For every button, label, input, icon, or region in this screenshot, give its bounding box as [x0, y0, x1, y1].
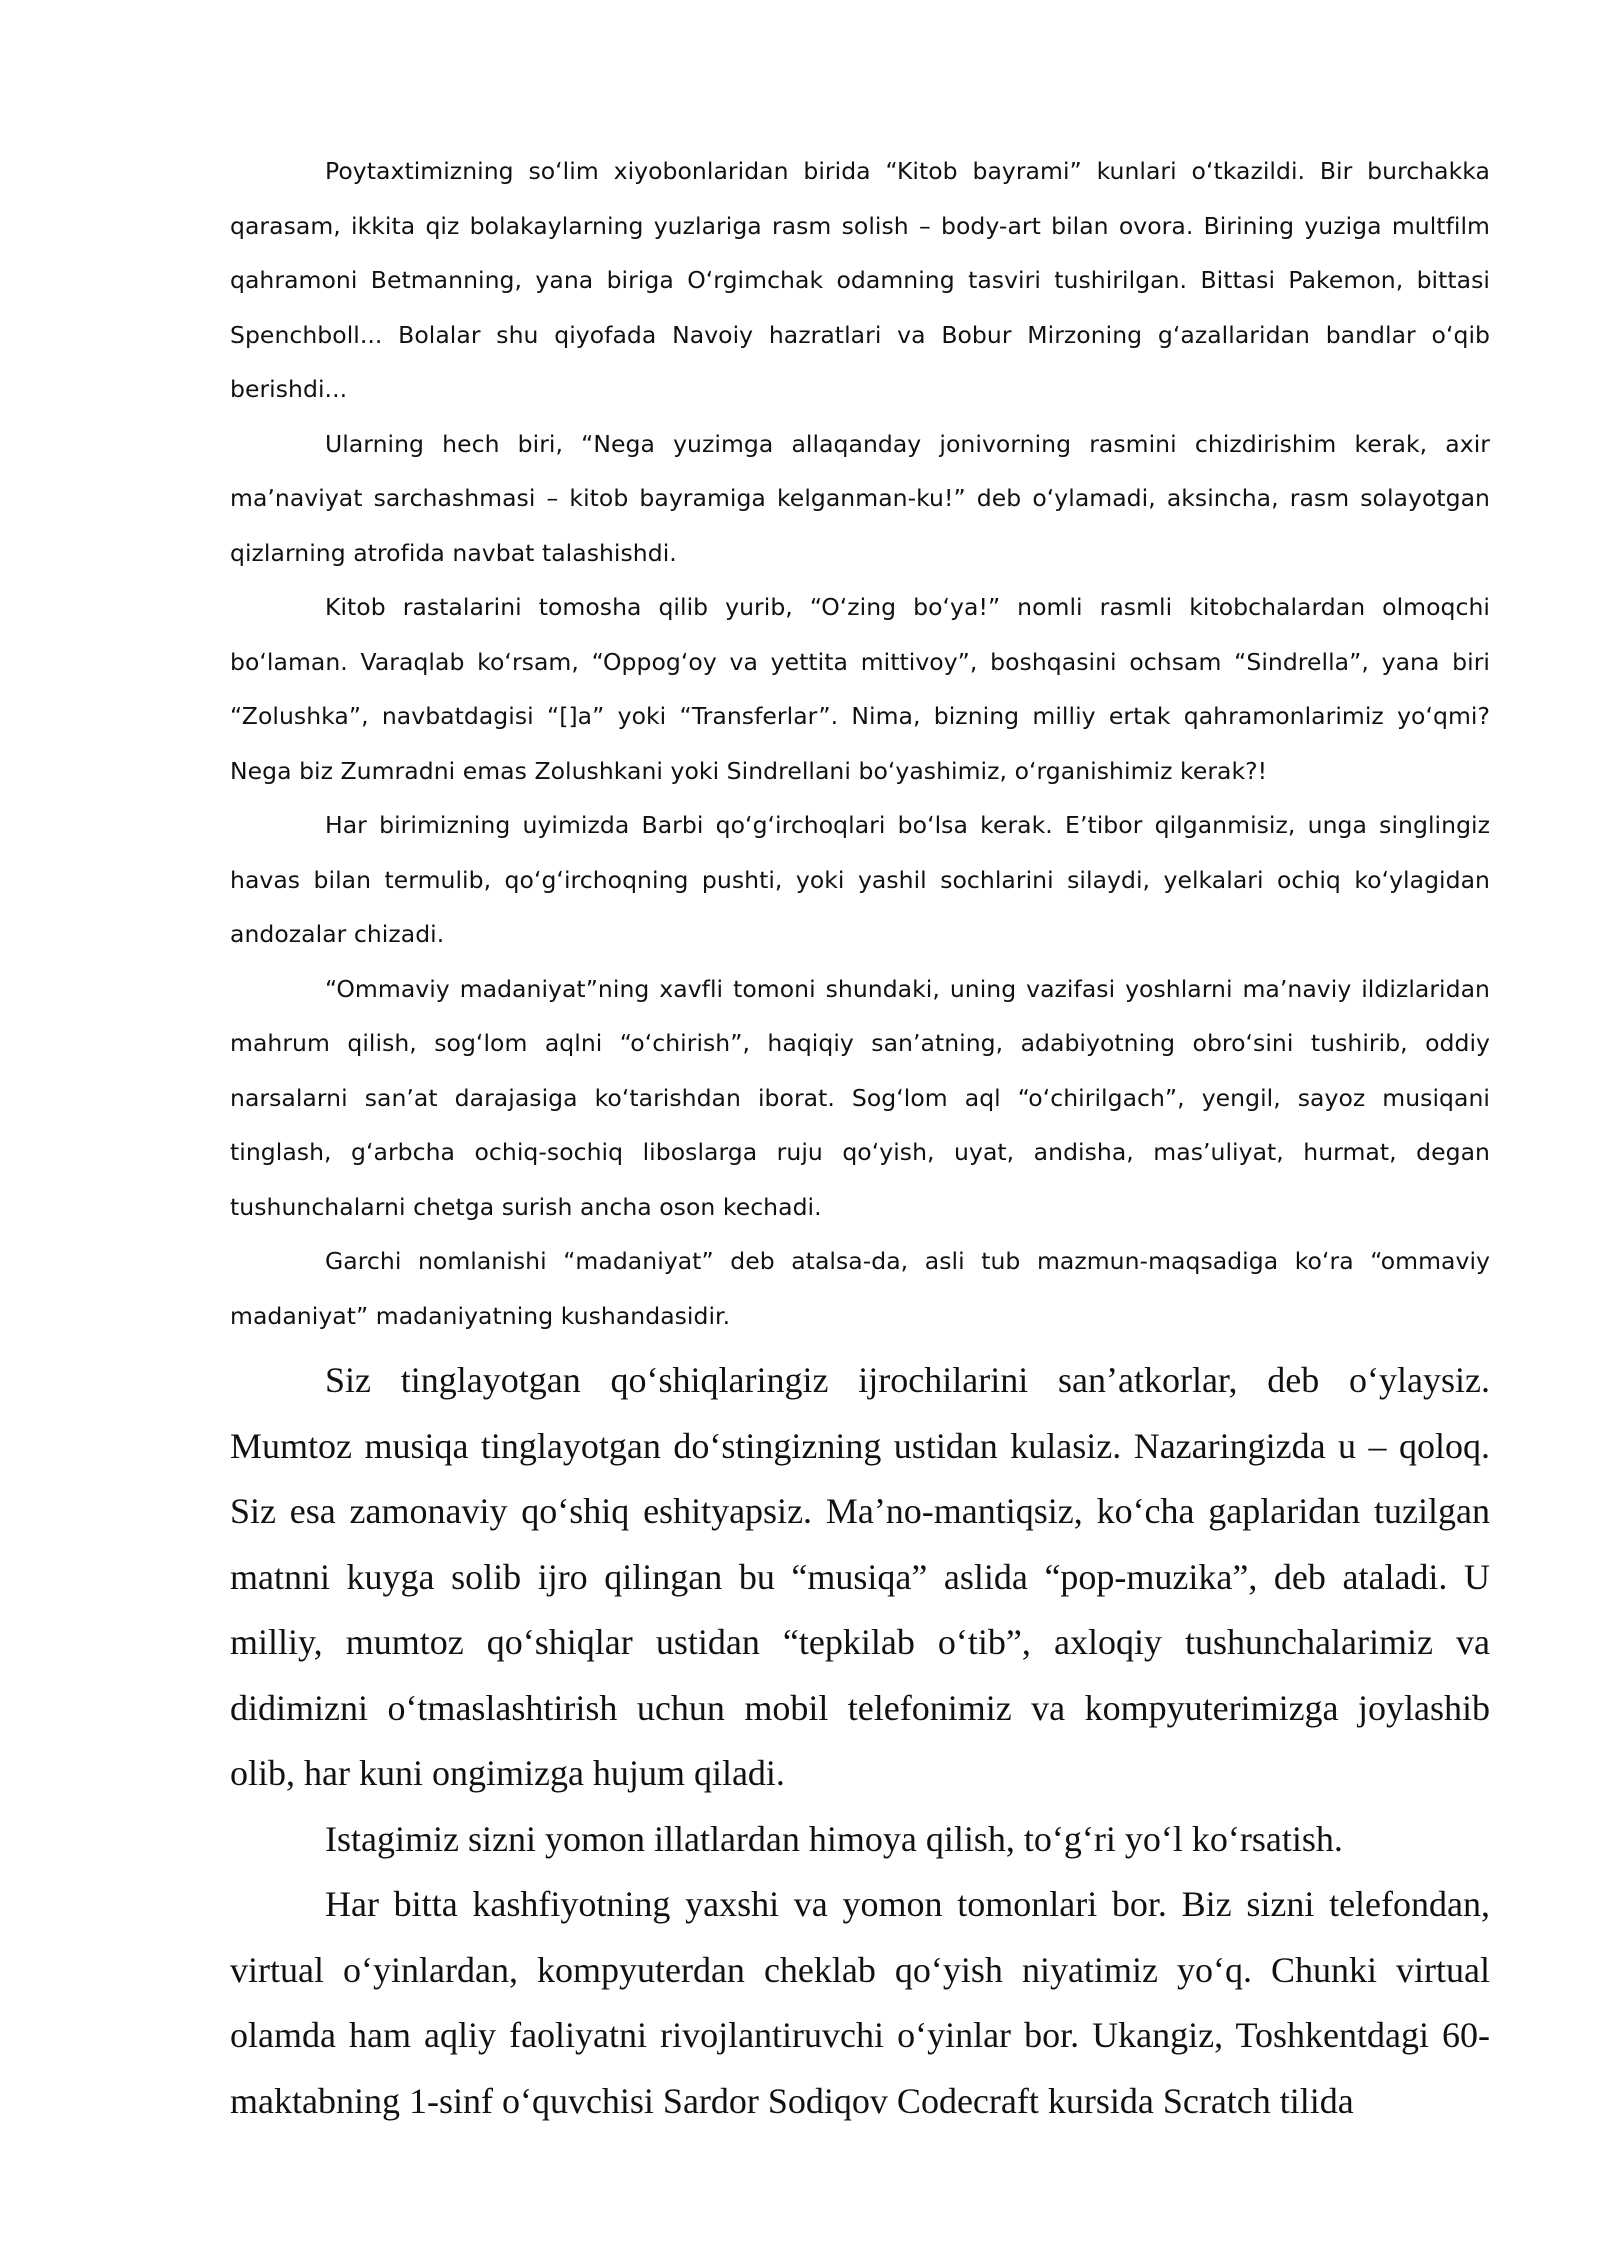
page-body: [230, 144, 1490, 2134]
paragraph-madaniyat-kushandasi: Garchi nomlanishi “madaniyat” deb atalsa-da, asli tub mazmun-maqsadiga koʻra “ommaviy madaniyat” madaniyatning kushandasidir.: [230, 1247, 1490, 1330]
serif-text-section: [230, 1348, 1490, 2134]
paragraph-barbi-qogirchoqlari: Har birimizning uyimizda Barbi qoʻgʻirchoqlari boʻlsa kerak. Eʼtibor qilganmisiz, unga singlingiz havas bilan termulib, qoʻgʻirchoqning pushti, yoki yashil sochlarini silaydi, yelkalari ochiq koʻylagidan andozalar chizadi.: [230, 811, 1490, 948]
paragraph-kashfiyotlar: Har bitta kashfiyotning yaxshi va yomon tomonlari bor. Biz sizni telefondan, virtual oʻyinlardan, kompyuterdan cheklab qoʻyish niyatimiz yoʻq. Chunki virtual olamda ham aqliy faoliyatni rivojlantiruvchi oʻyinlar bor. Ukangiz, Toshkentdagi 60-maktabning 1-sinf oʻquvchisi Sardor Sodiqov Codecraft kursida Scratch tilida: [230, 1884, 1490, 2121]
sans-text-section: [230, 144, 1490, 1343]
paragraph-istagimiz: Istagimiz sizni yomon illatlardan himoya qilish, toʻgʻri yoʻl koʻrsatish.: [325, 1818, 1343, 1859]
paragraph-kitob-bayrami: Poytaxtimizning soʻlim xiyobonlaridan birida “Kitob bayrami” kunlari oʻtkazildi. Bir burchakka qarasam, ikkita qiz bolakaylarning yuzlariga rasm solish – body-art bilan ovora. Birining yuziga multfilm qahramoni Betmanning, yana biriga Oʻrgimchak odamning tasviri tushirilgan. Bittasi Pakemon, bittasi Spenchboll... Bolalar shu qiyofada Navoiy hazratlari va Bobur Mirzoning gʻazallaridan bandlar oʻqib berishdi...: [230, 157, 1490, 403]
paragraph-pop-muzika: Siz tinglayotgan qoʻshiqlaringiz ijrochilarini sanʼatkorlar, deb oʻylaysiz. Mumtoz musiqa tinglayotgan doʻstingizning ustidan kulasiz. Nazaringizda u – qoloq. Siz esa zamonaviy qoʻshiq eshityapsiz. Maʼno-mantiqsiz, koʻcha gaplaridan tuzilgan matnni kuyga solib ijro qilingan bu “musiqa” aslida “pop-muzika”, deb ataladi. U milliy, mumtoz qoʻshiqlar ustidan “tepkilab oʻtib”, axloqiy tushunchalarimiz va didimizni oʻtmaslashtirish uchun mobil telefonimiz va kompyuterimizga joylashib olib, har kuni ongimizga hujum qiladi.: [230, 1360, 1490, 1793]
paragraph-ommaviy-madaniyat-xavfi: “Ommaviy madaniyat”ning xavfli tomoni shundaki, uning vazifasi yoshlarni maʼnaviy ildizlaridan mahrum qilish, sogʻlom aqlni “oʻchirish”, haqiqiy sanʼatning, adabiyotning obroʻsini tushirib, oddiy narsalarni sanʼat darajasiga koʻtarishdan iborat. Sogʻlom aql “oʻchirilgach”, yengil, sayoz musiqani tinglash, gʻarbcha ochiq-sochiq liboslarga ruju qoʻyish, uyat, andisha, masʼuliyat, hurmat, degan tushunchalarni chetga surish ancha oson kechadi.: [230, 974, 1490, 1221]
paragraph-rasmli-kitobchalar: Kitob rastalarini tomosha qilib yurib, “Oʻzing boʻya!” nomli rasmli kitobchalardan olmoqchi boʻlaman. Varaqlab koʻrsam, “Oppogʻoy va yettita mittivoy”, boshqasini ochsam “Sindrella”, yana biri “Zolushka”, navbatdagisi “[]a” yoki “Transferlar”. Nima, bizning milliy ertak qahramonlarimiz yoʻqmi? Nega biz Zumradni emas Zolushkani yoki Sindrellani boʻyashimiz, oʻrganishimiz kerak?!: [230, 593, 1490, 785]
paragraph-navbat-talashishdi: Ularning hech biri, “Nega yuzimga allaqanday jonivorning rasmini chizdirishim kerak, axir maʼnaviyat sarchashmasi – kitob bayramiga kelganman-ku!” deb oʻylamadi, aksincha, rasm solayotgan qizlarning atrofida navbat talashishdi.: [230, 429, 1490, 567]
